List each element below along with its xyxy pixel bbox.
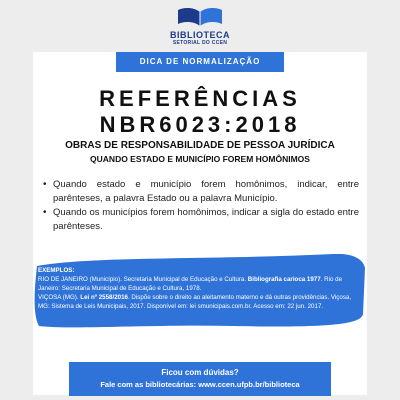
example-1-part-a: RIO DE JANEIRO (Município). Secretaria Municipal de Educação e Cultura. bbox=[38, 276, 248, 283]
title-line-2: NBR6023:2018 bbox=[99, 112, 301, 137]
subtitle-line-2: QUANDO ESTADO E MUNICÍPIO FOREM HOMÔNIMOS bbox=[90, 154, 310, 164]
list-item-text: Quando os municípios forem homônimos, indicar a sigla do estado entre parênteses. bbox=[53, 207, 359, 232]
list-item bbox=[41, 206, 359, 234]
logo-title: BIBLIOTECA bbox=[170, 30, 230, 40]
library-logo bbox=[0, 2, 400, 54]
examples-label: EXEMPLOS: bbox=[38, 267, 75, 274]
contact-footer bbox=[69, 362, 331, 396]
list-item bbox=[41, 178, 359, 206]
example-2-part-c: . Dispõe sobre o direito ao aleitamento materno e dá outras providências. Viçosa, MG: Sistema de Leis Municipais, 2017. Disponível em: lei smunicipais.com.br. Acesso em: 22 jun. 2017. bbox=[38, 294, 352, 310]
page-title bbox=[33, 86, 367, 138]
example-1-part-c: . Rio de Janeiro: Secretaria Municipal de Educação e Cultura, 1978. bbox=[38, 276, 343, 292]
example-2-part-a: VIÇOSA (MG). bbox=[38, 294, 81, 301]
title-line-1: REFERÊNCIAS bbox=[99, 86, 301, 111]
category-tag: DICA DE NORMALIZAÇÃO bbox=[116, 52, 284, 72]
bullet-icon: • bbox=[43, 179, 47, 190]
footer-question: Ficou com dúvidas? bbox=[161, 368, 239, 377]
content-card bbox=[33, 52, 367, 395]
example-2 bbox=[38, 293, 354, 311]
example-2-bold: Lei nº 2558/2016 bbox=[80, 294, 128, 301]
subtitle-line-1: OBRAS DE RESPONSABILIDADE DE PESSOA JURÍDICA bbox=[65, 140, 335, 151]
open-book-icon bbox=[176, 4, 224, 28]
footer-contact-link[interactable]: Fale com as bibliotecárias: www.ccen.ufpb.br/biblioteca bbox=[100, 380, 300, 389]
example-1-bold: Bibliografia carioca 1977 bbox=[247, 276, 321, 283]
bullet-icon: • bbox=[43, 207, 47, 218]
list-item-text: Quando estado e município forem homônimos, indicar, entre parênteses, a palavra Estado ou a palavra Município. bbox=[53, 179, 359, 204]
example-1 bbox=[38, 275, 354, 293]
logo-subtitle: SETORIAL DO CCEN bbox=[172, 40, 228, 46]
examples-text bbox=[38, 266, 354, 311]
examples-box bbox=[33, 254, 367, 330]
rules-list bbox=[41, 178, 359, 234]
